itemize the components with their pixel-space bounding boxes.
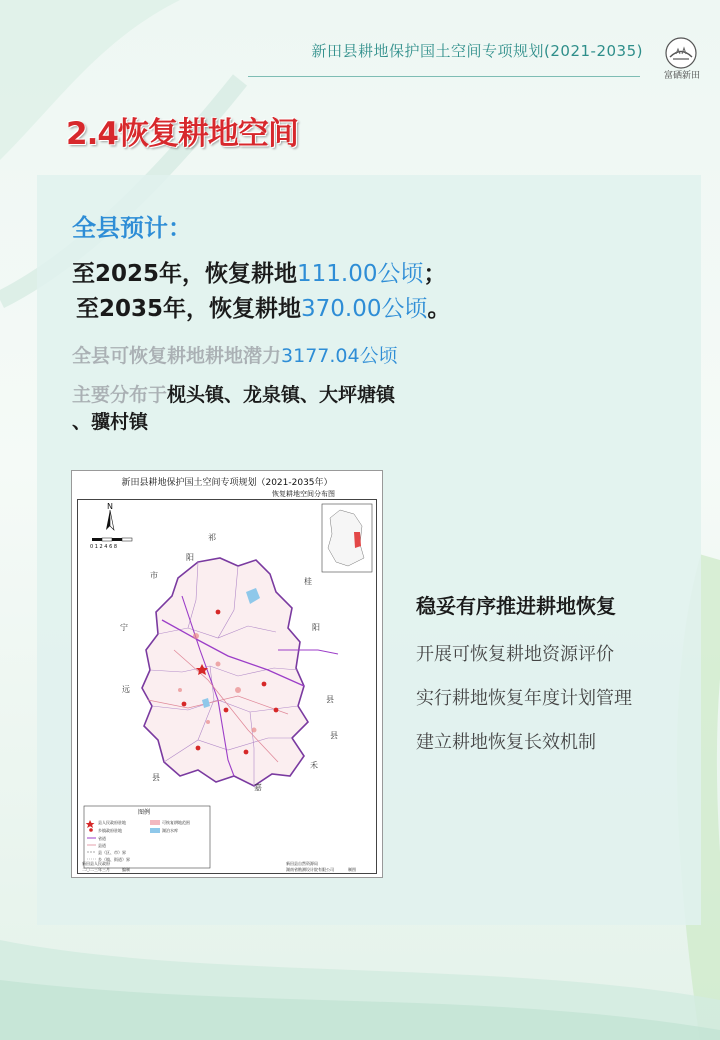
legend-item: 可恢复耕地范围 <box>162 820 190 825</box>
neighbor-label: 县 <box>326 695 334 704</box>
neighbor-label: 祁 <box>208 533 216 542</box>
forecast-2035 <box>76 290 451 323</box>
logo-text: 富硒新田 <box>663 71 700 81</box>
map-footer-right-label: 制图 <box>348 867 356 872</box>
measures-title: 稳妥有序推进耕地恢复 <box>416 594 616 618</box>
forecast-2025-suffix: ； <box>423 261 447 287</box>
measure-item: 开展可恢复耕地资源评价 <box>416 644 614 665</box>
legend-item: 县人民政府驻地 <box>98 820 126 825</box>
section-title: 2.4恢复耕地空间 <box>66 116 298 152</box>
map-subtitle: 恢复耕地空间分布图 <box>272 490 335 498</box>
forecast-2025 <box>72 255 447 288</box>
neighbor-label: 禾 <box>310 761 318 770</box>
forecast-2035-prefix: 至2035年，恢复耕地 <box>76 296 302 322</box>
forecast-2025-prefix: 至2025年，恢复耕地 <box>72 261 298 287</box>
distribution-line <box>72 380 395 407</box>
neighbor-label: 宁 <box>120 623 128 632</box>
county-logo-icon <box>665 37 697 69</box>
legend-item: 县（区、市）界 <box>98 850 126 855</box>
neighbor-label: 嘉 <box>254 783 262 792</box>
map-footer-left-label: 编制 <box>122 867 130 872</box>
potential-prefix: 全县可恢复耕地耕地潜力 <box>72 345 282 367</box>
neighbor-label: 远 <box>122 685 130 694</box>
county-boundary <box>142 558 308 786</box>
restoration-map <box>71 470 383 878</box>
legend-title: 图例 <box>138 809 151 816</box>
map-title: 新田县耕地保护国土空间专项规划（2021-2035年） <box>121 478 333 488</box>
legend-item: 省道 <box>98 836 106 841</box>
inset-map <box>322 504 372 572</box>
legend-item: 乡镇政府驻地 <box>98 828 122 833</box>
distribution-line-2: 、骥村镇 <box>72 411 149 433</box>
neighbor-label: 阳 <box>312 623 320 632</box>
neighbor-label: 桂 <box>304 577 312 586</box>
measure-item: 实行耕地恢复年度计划管理 <box>416 688 632 709</box>
neighbor-label: 市 <box>150 571 158 580</box>
legend-item: 县道 <box>98 843 106 848</box>
map-legend <box>84 806 210 868</box>
map-drawing <box>78 500 376 873</box>
measure-item: 建立耕地恢复长效机制 <box>416 732 596 753</box>
distribution-prefix: 主要分布于 <box>72 384 168 406</box>
legend-item: 乡（镇、街道）界 <box>98 857 130 862</box>
forecast-2035-suffix: 。 <box>427 296 451 322</box>
legend-item: 湖泊水库 <box>162 828 178 833</box>
distribution-towns: 枧头镇、龙泉镇、大坪塘镇 <box>167 384 396 406</box>
north-label: N <box>107 502 113 511</box>
forecast-heading: 全县预计： <box>72 214 192 242</box>
potential-value: 3177.04公顷 <box>281 345 398 367</box>
map-footer-right: 新田县自然资源局 <box>286 861 318 866</box>
map-footer-right-2: 湖南省勘测设计院有限公司 <box>286 867 334 872</box>
neighbor-label: 县 <box>330 731 338 740</box>
scale-label: 0 1 2 4 6 8 <box>90 544 118 550</box>
potential-line <box>72 341 398 368</box>
scale-bar <box>90 538 132 550</box>
map-footer-left-date: 二〇二三年三月 <box>82 867 110 872</box>
neighbor-label: 县 <box>152 773 160 782</box>
header-divider <box>248 76 640 77</box>
forecast-2035-value: 370.00公顷 <box>301 296 428 322</box>
north-arrow-icon <box>106 502 114 530</box>
neighbor-label: 阳 <box>186 553 194 562</box>
forecast-2025-value: 111.00公顷 <box>297 261 424 287</box>
map-footer-left: 新田县人民政府 <box>82 861 110 866</box>
header-title: 新田县耕地保护国土空间专项规划(2021-2035) <box>311 42 643 60</box>
